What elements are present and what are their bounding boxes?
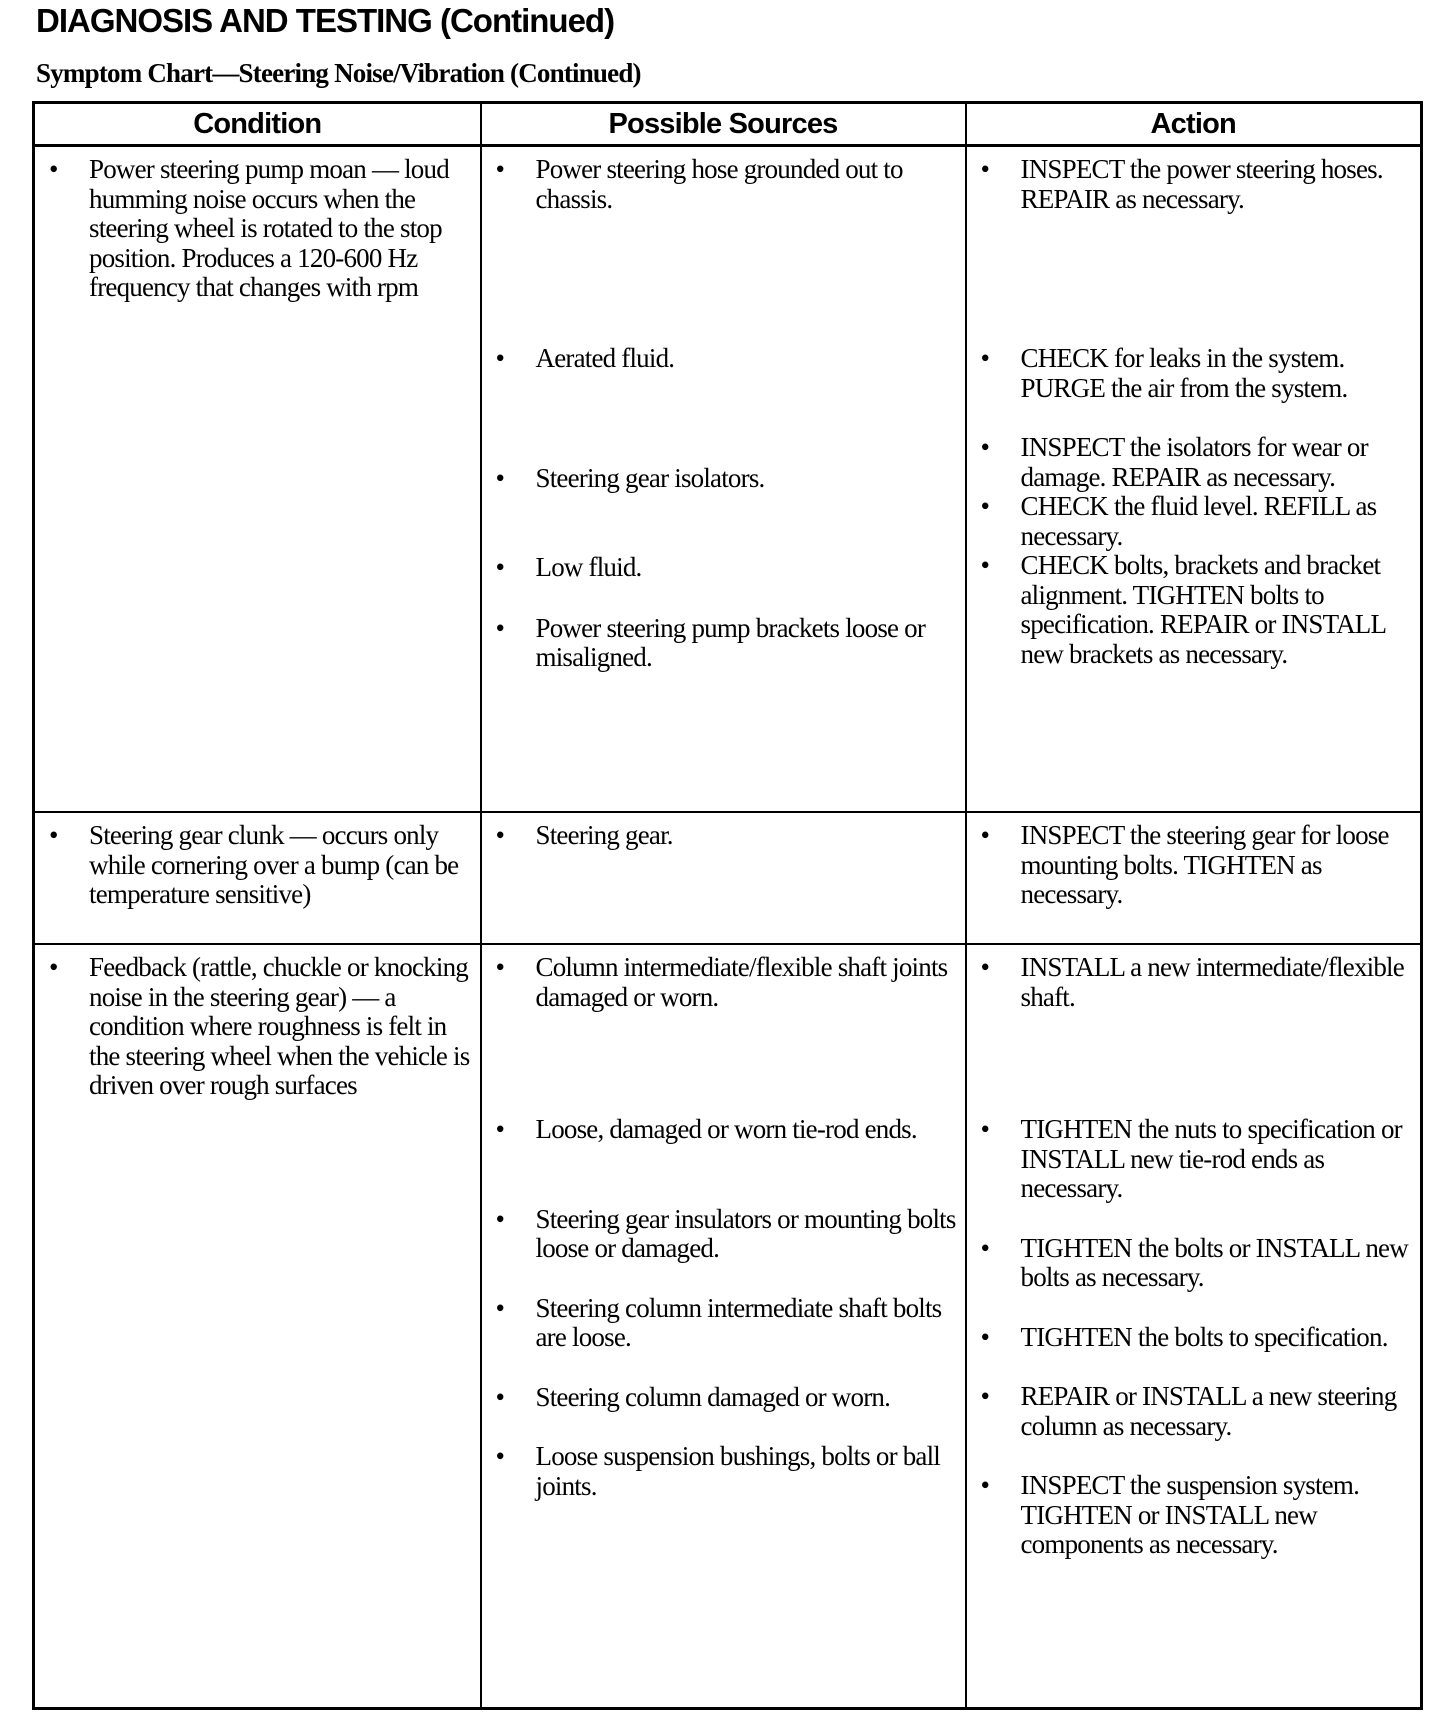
chart-title: Symptom Chart—Steering Noise/Vibration (Continued)	[36, 58, 641, 88]
action-entry	[975, 821, 1413, 910]
column-header-action: Action	[966, 103, 1422, 146]
table-header-row	[34, 103, 1422, 146]
action-entry	[975, 1115, 1413, 1204]
source-entry	[490, 1442, 957, 1501]
bullet-icon: •	[980, 1381, 990, 1411]
bullet-icon: •	[980, 820, 990, 850]
bullet-icon: •	[980, 154, 990, 184]
source-text: Loose, damaged or worn tie-rod ends.	[535, 1114, 917, 1144]
source-text: Steering column damaged or worn.	[535, 1381, 891, 1412]
bullet-icon: •	[980, 491, 990, 521]
table-row	[34, 146, 1422, 813]
bullet-icon: •	[980, 1321, 990, 1352]
page-title: DIAGNOSIS AND TESTING (Continued)	[36, 2, 615, 39]
action-entry	[975, 1471, 1413, 1560]
action-text: INSPECT the suspension system. TIGHTEN or INSTALL new components as necessary.	[1020, 1470, 1360, 1559]
sources-cell	[481, 146, 966, 813]
symptom-chart-table	[32, 101, 1423, 1710]
action-text: TIGHTEN the bolts to specification.	[1020, 1321, 1388, 1352]
condition-text: Power steering pump moan — loud humming noise occurs when the steering wheel is rotated to the stop position. Produces a 120-600 Hz frequency that changes with rpm	[89, 154, 449, 302]
bullet-icon: •	[495, 1292, 505, 1323]
source-entry	[490, 1294, 957, 1353]
source-entry	[490, 953, 957, 1012]
condition-cell	[34, 146, 481, 813]
bullet-icon: •	[980, 952, 990, 982]
condition-entry	[43, 953, 472, 1101]
action-text: INSPECT the steering gear for loose mounting bolts. TIGHTEN as necessary.	[1020, 820, 1389, 909]
action-entry	[975, 155, 1413, 214]
bullet-icon: •	[495, 1114, 505, 1144]
source-text: Power steering hose grounded out to chassis.	[535, 154, 903, 214]
source-entry	[490, 344, 957, 374]
source-text: Steering column intermediate shaft bolts are loose.	[535, 1292, 942, 1352]
table-row	[34, 812, 1422, 944]
source-entry	[490, 155, 957, 214]
action-text: CHECK bolts, brackets and bracket alignment. TIGHTEN bolts to specification. REPAIR or INSTALL new brackets as necessary.	[1020, 550, 1386, 669]
sources-cell	[481, 812, 966, 944]
action-entry	[975, 344, 1413, 403]
source-text: Low fluid.	[535, 552, 642, 582]
condition-text: Feedback (rattle, chuckle or knocking noise in the steering gear) — a condition where roughness is felt in the steering wheel when the vehicle is driven over rough surfaces	[89, 952, 470, 1100]
condition-cell	[34, 812, 481, 944]
condition-entry	[43, 821, 472, 910]
action-text: TIGHTEN the nuts to specification or INSTALL new tie-rod ends as necessary.	[1020, 1114, 1402, 1203]
action-entry	[975, 433, 1413, 492]
column-header-possible-sources: Possible Sources	[481, 103, 966, 146]
source-text: Steering gear isolators.	[535, 462, 765, 493]
condition-entry	[43, 155, 472, 303]
action-text: REPAIR or INSTALL a new steering column as necessary.	[1020, 1381, 1397, 1441]
source-entry	[490, 1205, 957, 1264]
condition-text: Steering gear clunk — occurs only while cornering over a bump (can be temperature sensitive)	[89, 820, 459, 909]
bullet-icon: •	[980, 432, 990, 462]
source-text: Column intermediate/flexible shaft joints damaged or worn.	[535, 952, 948, 1012]
action-entry	[975, 1234, 1413, 1293]
source-entry	[490, 1115, 957, 1145]
bullet-icon: •	[495, 952, 505, 982]
bullet-icon: •	[495, 612, 505, 643]
source-entry	[490, 1383, 957, 1413]
action-entry	[975, 1323, 1413, 1353]
action-text: CHECK the fluid level. REFILL as necessary.	[1020, 491, 1377, 551]
source-text: Power steering pump brackets loose or misaligned.	[535, 612, 926, 672]
column-header-condition: Condition	[34, 103, 481, 146]
source-text: Aerated fluid.	[535, 343, 675, 373]
source-entry	[490, 821, 957, 851]
action-entry	[975, 953, 1413, 1012]
bullet-icon: •	[495, 343, 505, 373]
bullet-icon: •	[495, 154, 505, 184]
condition-cell	[34, 944, 481, 1709]
action-cell	[966, 146, 1422, 813]
action-text: INSTALL a new intermediate/flexible shaft.	[1020, 952, 1404, 1012]
table-row	[34, 944, 1422, 1709]
bullet-icon: •	[495, 1441, 505, 1471]
bullet-icon: •	[49, 154, 58, 184]
bullet-icon: •	[495, 1203, 505, 1234]
source-entry	[490, 614, 957, 673]
action-text: INSPECT the power steering hoses. REPAIR as necessary.	[1020, 154, 1383, 214]
bullet-icon: •	[980, 1114, 990, 1144]
bullet-icon: •	[980, 343, 990, 373]
action-text: TIGHTEN the bolts or INSTALL new bolts as necessary.	[1020, 1232, 1408, 1292]
sources-cell	[481, 944, 966, 1709]
bullet-icon: •	[980, 550, 990, 580]
bullet-icon: •	[49, 820, 58, 850]
action-entry	[975, 551, 1413, 669]
action-entry	[975, 1382, 1413, 1441]
bullet-icon: •	[980, 1232, 990, 1263]
source-entry	[490, 553, 957, 583]
action-text: CHECK for leaks in the system. PURGE the air from the system.	[1020, 343, 1348, 403]
bullet-icon: •	[49, 952, 58, 982]
bullet-icon: •	[495, 462, 505, 493]
source-text: Loose suspension bushings, bolts or ball joints.	[535, 1441, 940, 1501]
bullet-icon: •	[495, 552, 505, 582]
source-text: Steering gear.	[535, 820, 673, 850]
action-entry	[975, 492, 1413, 551]
bullet-icon: •	[495, 820, 505, 850]
bullet-icon: •	[980, 1470, 990, 1500]
source-text: Steering gear insulators or mounting bolts loose or damaged.	[535, 1203, 956, 1263]
action-cell	[966, 812, 1422, 944]
source-entry	[490, 464, 957, 494]
action-text: INSPECT the isolators for wear or damage. REPAIR as necessary.	[1020, 432, 1368, 492]
action-cell	[966, 944, 1422, 1709]
bullet-icon: •	[495, 1381, 505, 1412]
